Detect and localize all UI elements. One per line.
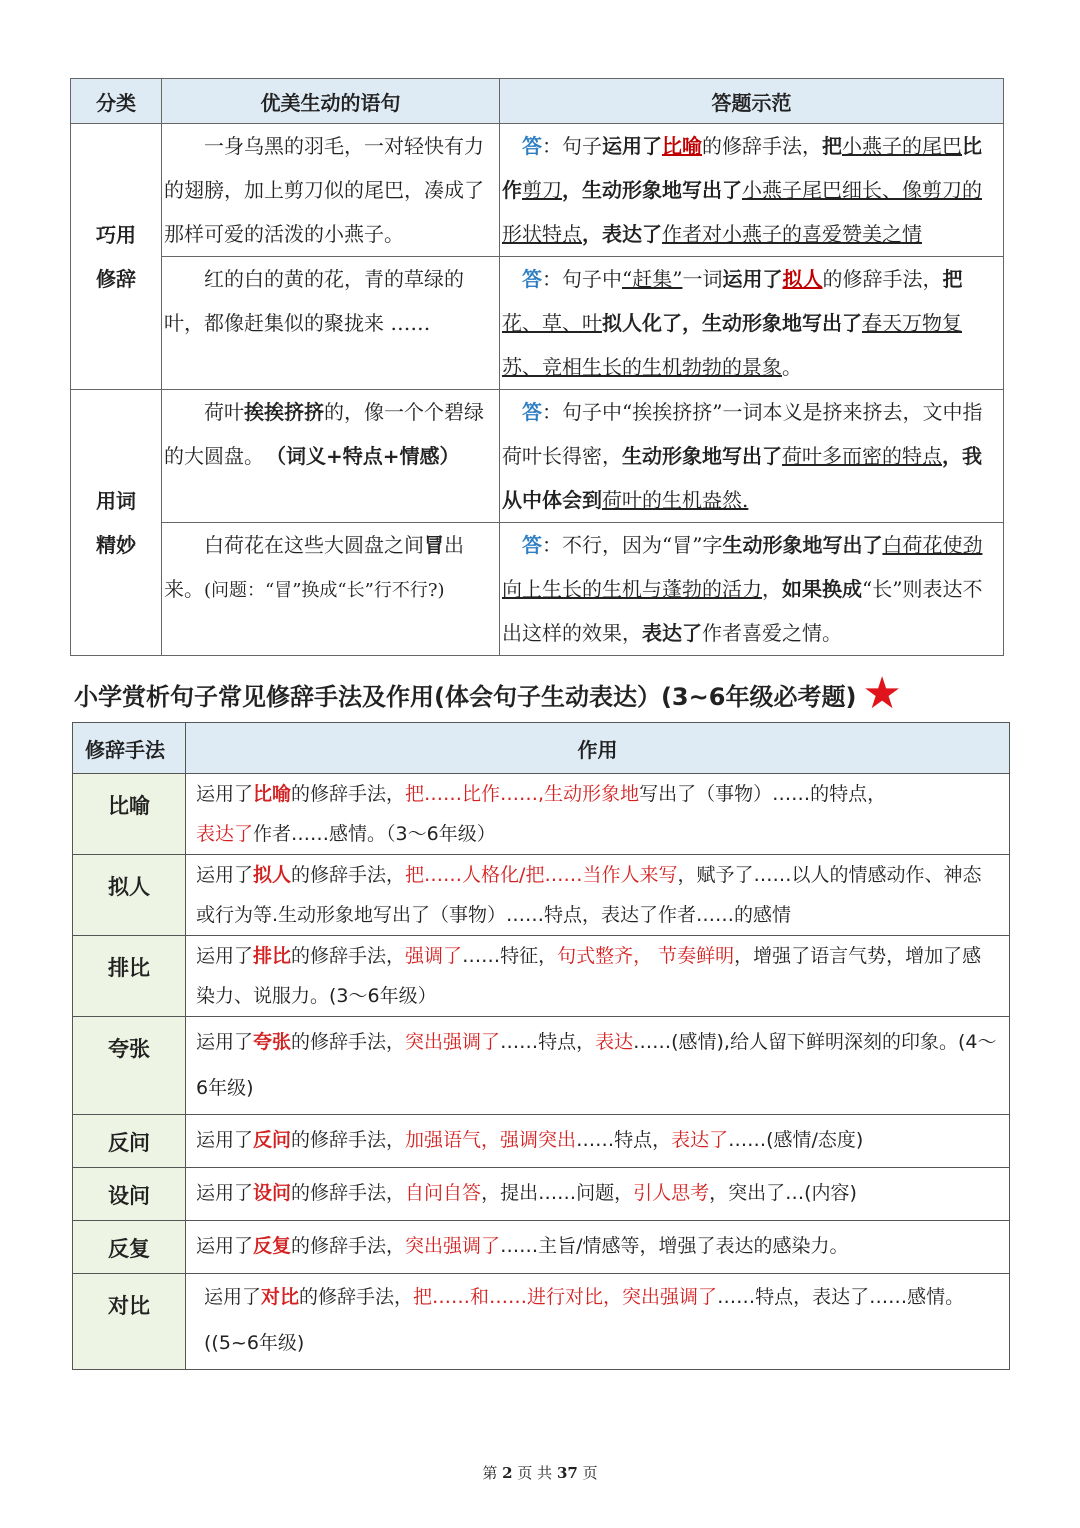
table-row [73, 1221, 1010, 1274]
table-row [73, 936, 1010, 1017]
page-footer: 第 2 页 共 37 页 [482, 1464, 598, 1482]
effect-cell: 运用了设问的修辞手法，自问自答，提出……问题，引人思考，突出了…(内容) [186, 1168, 1010, 1221]
technique-cell: 设问 [73, 1168, 186, 1221]
header-answer: 答题示范 [500, 79, 1004, 124]
effect-cell: 运用了排比的修辞手法，强调了……特征，句式整齐， 节奏鲜明，增强了语言气势，增加了感染力、说服力。(3～6年级） [186, 936, 1010, 1017]
answer-cell: 答：句子中“赶集”一词运用了拟人的修辞手法，把花、草、叶拟人化了，生动形象地写出了春天万物复苏、竞相生长的生机勃勃的景象。 [500, 257, 1004, 390]
section-title [74, 668, 902, 719]
page-total: 37 [556, 1464, 578, 1482]
category-rhetoric: 巧用 修辞 [71, 124, 162, 390]
appreciation-table [70, 78, 1004, 656]
effect-cell: 运用了对比的修辞手法，把……和……进行对比，突出强调了……特点，表达了……感情。 ((5~6年级) [186, 1274, 1010, 1370]
sentence-cell: 一身乌黑的羽毛，一对轻快有力的翅膀，加上剪刀似的尾巴，凑成了那样可爱的活泼的小燕子。 [162, 124, 500, 257]
technique-cell: 反复 [73, 1221, 186, 1274]
technique-cell: 排比 [73, 936, 186, 1017]
answer-cell: 答：不行，因为“冒”字生动形象地写出了白荷花使劲向上生长的生机与蓬勃的活力，如果换成“长”则表达不出这样的效果，表达了作者喜爱之情。 [500, 523, 1004, 656]
header-effect: 作用 [186, 723, 1010, 774]
rhetoric-table [72, 722, 1010, 1370]
page-number: 2 [502, 1464, 513, 1482]
technique-cell: 夸张 [73, 1017, 186, 1115]
sentence-cell: 荷叶挨挨挤挤的，像一个个碧绿的大圆盘。 （词义+特点+情感） [162, 390, 500, 523]
header-technique: 修辞手法 [73, 723, 186, 774]
header-category: 分类 [71, 79, 162, 124]
effect-cell: 运用了反问的修辞手法，加强语气，强调突出……特点，表达了……(感情/态度) [186, 1115, 1010, 1168]
table-row [73, 1115, 1010, 1168]
answer-cell: 答：句子中“挨挨挤挤”一词本义是挤来挤去，文中指荷叶长得密，生动形象地写出了荷叶多而密的特点，我从中体会到荷叶的生机盎然. [500, 390, 1004, 523]
table-row [73, 855, 1010, 936]
category-wording: 用词 精妙 [71, 390, 162, 656]
technique-cell: 对比 [73, 1274, 186, 1370]
table-row [73, 1274, 1010, 1370]
effect-cell: 运用了拟人的修辞手法，把……人格化/把……当作人来写，赋予了……以人的情感动作、神态或行为等.生动形象地写出了（事物）……特点，表达了作者……的感情 [186, 855, 1010, 936]
sentence-cell: 白荷花在这些大圆盘之间冒出来。(问题：“冒”换成“长”行不行?) [162, 523, 500, 656]
effect-cell: 运用了反复的修辞手法，突出强调了……主旨/情感等，增强了表达的感染力。 [186, 1221, 1010, 1274]
technique-cell: 拟人 [73, 855, 186, 936]
section-title-text: 小学赏析句子常见修辞手法及作用(体会句子生动表达）(3~6年级必考题) [74, 682, 857, 711]
sentence-cell: 红的白的黄的花，青的草绿的叶，都像赶集似的聚拢来 …… [162, 257, 500, 390]
effect-cell: 运用了比喻的修辞手法，把……比作……,生动形象地写出了（事物）……的特点， 表达了作者……感情。（3～6年级） [186, 774, 1010, 855]
star-icon: ★ [862, 668, 902, 719]
header-sentence: 优美生动的语句 [162, 79, 500, 124]
effect-cell: 运用了夸张的修辞手法，突出强调了……特点，表达……(感情),给人留下鲜明深刻的印象。(4～6年级) [186, 1017, 1010, 1115]
technique-cell: 反问 [73, 1115, 186, 1168]
table-row [73, 774, 1010, 855]
table-row [73, 1168, 1010, 1221]
technique-cell: 比喻 [73, 774, 186, 855]
table-row [73, 1017, 1010, 1115]
answer-cell: 答：句子运用了比喻的修辞手法，把小燕子的尾巴比作剪刀，生动形象地写出了小燕子尾巴细长、像剪刀的形状特点，表达了作者对小燕子的喜爱赞美之情 [500, 124, 1004, 257]
